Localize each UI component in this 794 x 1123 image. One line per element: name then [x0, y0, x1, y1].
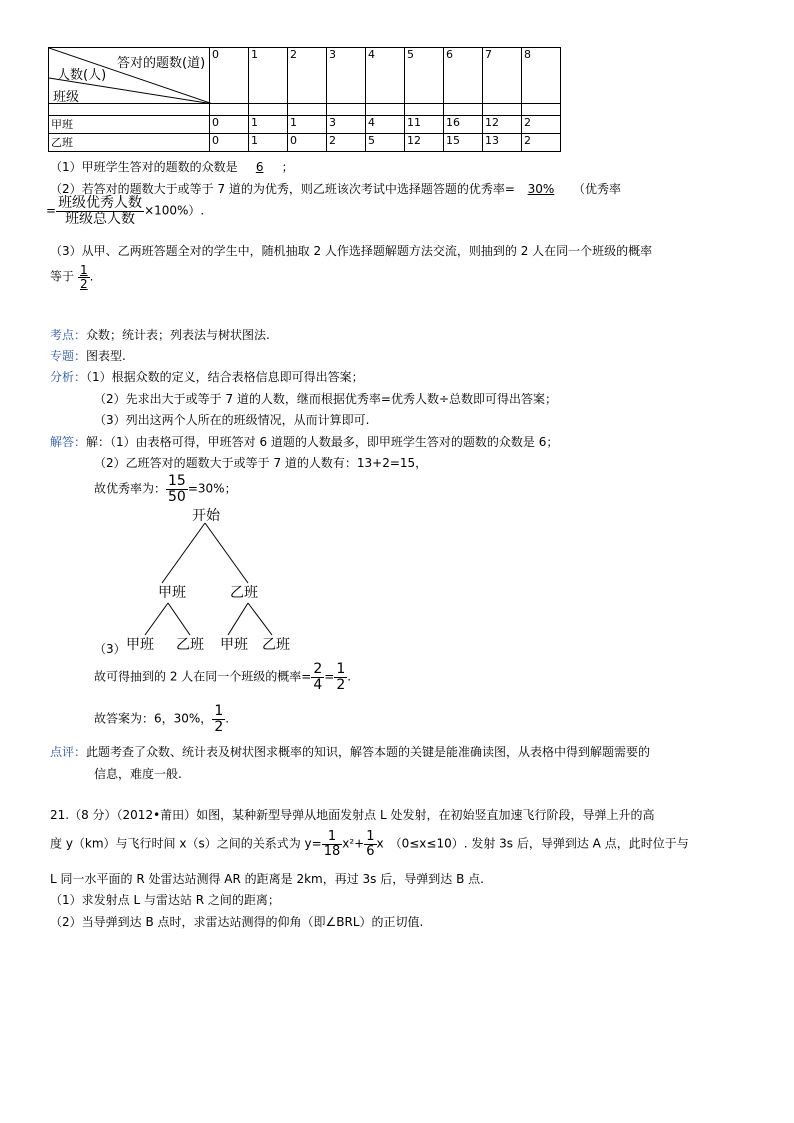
rate-den: 50	[168, 488, 186, 505]
dianping-line2: 信息，难度一般.	[94, 767, 182, 781]
rate-prefix: 故优秀率为：	[94, 481, 167, 496]
rate-num: 15	[168, 473, 186, 489]
jieda-label: 解答：	[50, 435, 87, 449]
col-header: 8	[522, 48, 561, 104]
q2-answer: 30%	[527, 182, 555, 196]
p2-den: 2	[336, 676, 346, 693]
dianping-label: 点评：	[50, 745, 87, 759]
q2-eq: =	[46, 203, 57, 218]
zhuanti	[50, 347, 126, 364]
row-label: 乙班	[49, 134, 210, 152]
table-cell: 0	[210, 134, 249, 152]
ans-den: 2	[214, 718, 224, 735]
q3-line2	[50, 264, 93, 290]
q21-line2b: x （0≤x≤10）. 发射 3s 后，导弹到达 A 点，此时位于与	[376, 836, 689, 851]
table-cell: 11	[405, 116, 444, 134]
prob-eq: =	[324, 669, 335, 684]
tree-leaf: 乙班	[262, 637, 290, 653]
f1-den: 18	[323, 843, 341, 859]
ans-end: .	[225, 711, 230, 726]
tree-edge	[248, 603, 272, 635]
q1-end: ；	[281, 160, 294, 174]
fenxi	[50, 368, 364, 385]
tree-root: 开始	[192, 508, 220, 524]
tree-leaf: 乙班	[176, 637, 204, 653]
q21-mid: x²+	[342, 836, 365, 851]
table-cell: 0	[288, 134, 327, 152]
tree-edge	[168, 603, 190, 635]
fenxi-line: （3）列出这两个人所在的班级情况，从而计算即可.	[94, 413, 370, 427]
q21-sub2: （2）当导弹到达 B 点时，求雷达站测得的仰角（即∠BRL）的正切值.	[50, 915, 424, 929]
jieda-answer	[94, 704, 229, 734]
jieda-line1: 解：（1）由表格可得，甲班答对 6 道题的人数最多，即甲班学生答对的题数的众数是 6；	[86, 435, 559, 449]
col-header: 5	[405, 48, 444, 104]
dianping-line1: 此题考查了众数、统计表及树状图求概率的知识，解答本题的关键是能准确读图，从表格中得到解题需要的	[86, 745, 651, 759]
q21-line2a: 度 y（km）与飞行时间 x（s）之间的关系式为 y=	[50, 836, 322, 851]
q3-ans-den: 2	[80, 276, 88, 291]
fenxi-line: （1）根据众数的定义，结合表格信息即可得出答案；	[86, 370, 364, 384]
header-mid-label: 人数(人)	[57, 68, 107, 83]
q2-suffix: ×100%）.	[144, 203, 205, 218]
col-header: 1	[249, 48, 288, 104]
zhuanti-text: 图表型.	[86, 349, 126, 363]
prob-end: .	[347, 669, 352, 684]
jieda-prob	[94, 662, 351, 692]
p1-den: 4	[313, 676, 323, 693]
q3-ans-num: 1	[80, 263, 88, 277]
p2-num: 1	[336, 661, 346, 677]
jieda	[50, 433, 558, 450]
q3-end: .	[89, 269, 94, 284]
f1-num: 1	[322, 830, 343, 845]
q21-line3: L 同一水平面的 R 处雷达站测得 AR 的距离是 2km，再过 3s 后，导弹到达 B 点.	[50, 872, 484, 886]
header-bottom-label: 班级	[53, 90, 80, 105]
tree-leaf: 甲班	[220, 637, 248, 653]
q3-prefix: 等于	[50, 269, 75, 284]
table-cell: 1	[249, 116, 288, 134]
q21-line1: 21.（8 分）（2012•莆田）如图，某种新型导弹从地面发射点 L 处发射，在初始竖直加速飞行阶段，导弹上升的高	[50, 808, 655, 822]
table-cell: 3	[327, 116, 366, 134]
tree-node: 乙班	[230, 585, 258, 601]
tree-edge	[145, 603, 168, 635]
f2-den: 6	[366, 843, 375, 859]
table-cell: 2	[327, 134, 366, 152]
fenxi-line: （2）先求出大于或等于 7 道的人数，继而根据优秀率=优秀人数÷总数即可得出答案；	[94, 392, 558, 406]
q3-label: （3）	[94, 642, 126, 656]
tree-node: 甲班	[158, 585, 186, 601]
fenxi-label: 分析：	[50, 370, 87, 384]
table-cell: 1	[288, 116, 327, 134]
table-cell: 2	[522, 134, 561, 152]
q3-line1: （3）从甲、乙两班答题全对的学生中，随机抽取 2 人作选择题解题方法交流，则抽到的 2 人在同一个班级的概率	[50, 244, 653, 258]
table-cell: 12	[405, 134, 444, 152]
kaodian-label: 考点：	[50, 328, 87, 342]
tree-edge	[228, 603, 248, 635]
table-cell: 0	[210, 116, 249, 134]
table-cell: 5	[366, 134, 405, 152]
row-label: 甲班	[49, 116, 210, 134]
kaodian	[50, 326, 270, 343]
q1-text: （1）甲班学生答对的题数的众数是	[50, 160, 238, 174]
q2-formula	[46, 196, 204, 226]
col-header: 2	[288, 48, 327, 104]
f2-num: 1	[366, 829, 375, 844]
tree-edge	[205, 523, 248, 583]
table-row	[49, 134, 561, 152]
table-cell: 4	[366, 116, 405, 134]
col-header: 4	[366, 48, 405, 104]
q2-text: （2）若答对的题数大于或等于 7 道的为优秀，则乙班该次考试中选择题答题的优秀率=	[50, 182, 515, 196]
q1-answer: 6	[255, 160, 264, 174]
q2-frac-den: 班级总人数	[65, 210, 136, 227]
question-1	[50, 158, 294, 175]
q2-frac-num: 班级优秀人数	[58, 195, 143, 211]
col-header: 7	[483, 48, 522, 104]
tree-edge	[162, 523, 205, 583]
score-table	[48, 47, 561, 152]
q21-line2	[50, 830, 689, 858]
tree-leaf: 甲班	[126, 637, 154, 653]
dianping	[50, 743, 650, 760]
col-header: 0	[210, 48, 249, 104]
q21-sub1: （1）求发射点 L 与雷达站 R 之间的距离；	[50, 893, 280, 907]
tree-diagram	[90, 505, 320, 655]
p1-num: 2	[313, 661, 323, 677]
diagonal-header-cell	[49, 48, 210, 104]
table-cell: 13	[483, 134, 522, 152]
ans-prefix: 故答案为：6，30%，	[94, 711, 213, 726]
prob-prefix: 故可得抽到的 2 人在同一个班级的概率=	[94, 669, 312, 684]
table-cell: 15	[444, 134, 483, 152]
table-cell: 16	[444, 116, 483, 134]
table-cell: 1	[249, 134, 288, 152]
col-header: 6	[444, 48, 483, 104]
zhuanti-label: 专题：	[50, 349, 87, 363]
jieda-line2: （2）乙班答对的题数大于或等于 7 道的人数有：13+2=15，	[94, 456, 428, 470]
ans-num: 1	[214, 703, 224, 719]
table-row	[49, 116, 561, 134]
kaodian-text: 众数；统计表；列表法与树状图法.	[86, 328, 270, 342]
col-header: 3	[327, 48, 366, 104]
table-cell: 12	[483, 116, 522, 134]
header-top-label: 答对的题数(道)	[117, 56, 206, 71]
jieda-rate	[94, 474, 237, 504]
table-cell: 2	[522, 116, 561, 134]
q2-tail: （优秀率	[572, 182, 621, 196]
rate-suffix: =30%；	[187, 481, 237, 496]
